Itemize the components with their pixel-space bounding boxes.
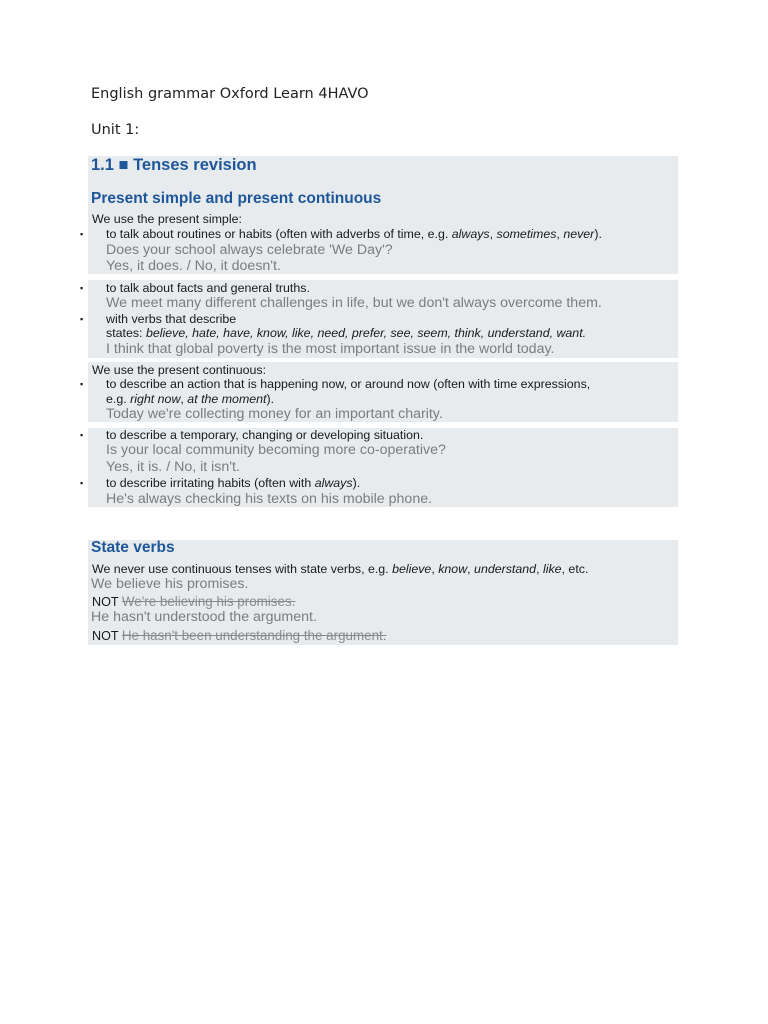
example-text: We believe his promises.	[91, 576, 249, 592]
state-verbs-heading: State verbs	[91, 539, 175, 556]
section-heading: 1.1 ■ Tenses revision	[91, 156, 257, 174]
document-title: English grammar Oxford Learn 4HAVO	[91, 86, 369, 102]
bullet-icon: ▪	[80, 229, 84, 239]
example-text: I think that global poverty is the most important issue in the world today.	[106, 341, 555, 357]
bullet-icon: ▪	[80, 379, 84, 389]
example-text: Is your local community becoming more co-operative?	[106, 442, 446, 458]
continuous-item-temporary: to describe a temporary, changing or developing situation.	[106, 428, 424, 442]
example-text: He's always checking his texts on his mobile phone.	[106, 491, 433, 507]
simple-item-facts: to talk about facts and general truths.	[106, 281, 310, 295]
unit-title: Unit 1:	[91, 122, 140, 138]
simple-item-routines: to talk about routines or habits (often with adverbs of time, e.g. always, sometimes, never).	[106, 227, 602, 241]
incorrect-example: NOT He hasn't been understanding the argument.	[92, 628, 387, 643]
example-text: Today we're collecting money for an important charity.	[106, 406, 443, 422]
state-verbs-intro: We never use continuous tenses with state verbs, e.g. believe, know, understand, like, etc.	[92, 562, 589, 576]
bullet-icon: ▪	[80, 430, 84, 440]
bullet-icon: ▪	[80, 283, 84, 293]
continuous-item-irritating: to describe irritating habits (often with always).	[106, 476, 361, 490]
example-text: Does your school always celebrate 'We Day'?	[106, 242, 393, 258]
continuous-item-now: to describe an action that is happening now, or around now (often with time expressions,	[106, 377, 591, 391]
simple-item-states-verbs: states: believe, hate, have, know, like, need, prefer, see, seem, think, understand, want.	[106, 326, 587, 340]
continuous-item-now-examples: e.g. right now, at the moment).	[106, 392, 275, 406]
present-simple-intro: We use the present simple:	[92, 212, 242, 226]
example-text: We meet many different challenges in life, but we don't always overcome them.	[106, 295, 602, 311]
example-text: Yes, it is. / No, it isn't.	[106, 459, 240, 475]
section-subheading: Present simple and present continuous	[91, 190, 382, 207]
bullet-icon: ▪	[80, 314, 84, 324]
bullet-icon: ▪	[80, 478, 84, 488]
example-text: Yes, it does. / No, it doesn't.	[106, 258, 281, 274]
incorrect-example: NOT We're believing his promises.	[92, 594, 296, 609]
present-continuous-intro: We use the present continuous:	[92, 363, 267, 377]
simple-item-states: with verbs that describe	[106, 312, 237, 326]
example-text: He hasn't understood the argument.	[91, 609, 317, 625]
